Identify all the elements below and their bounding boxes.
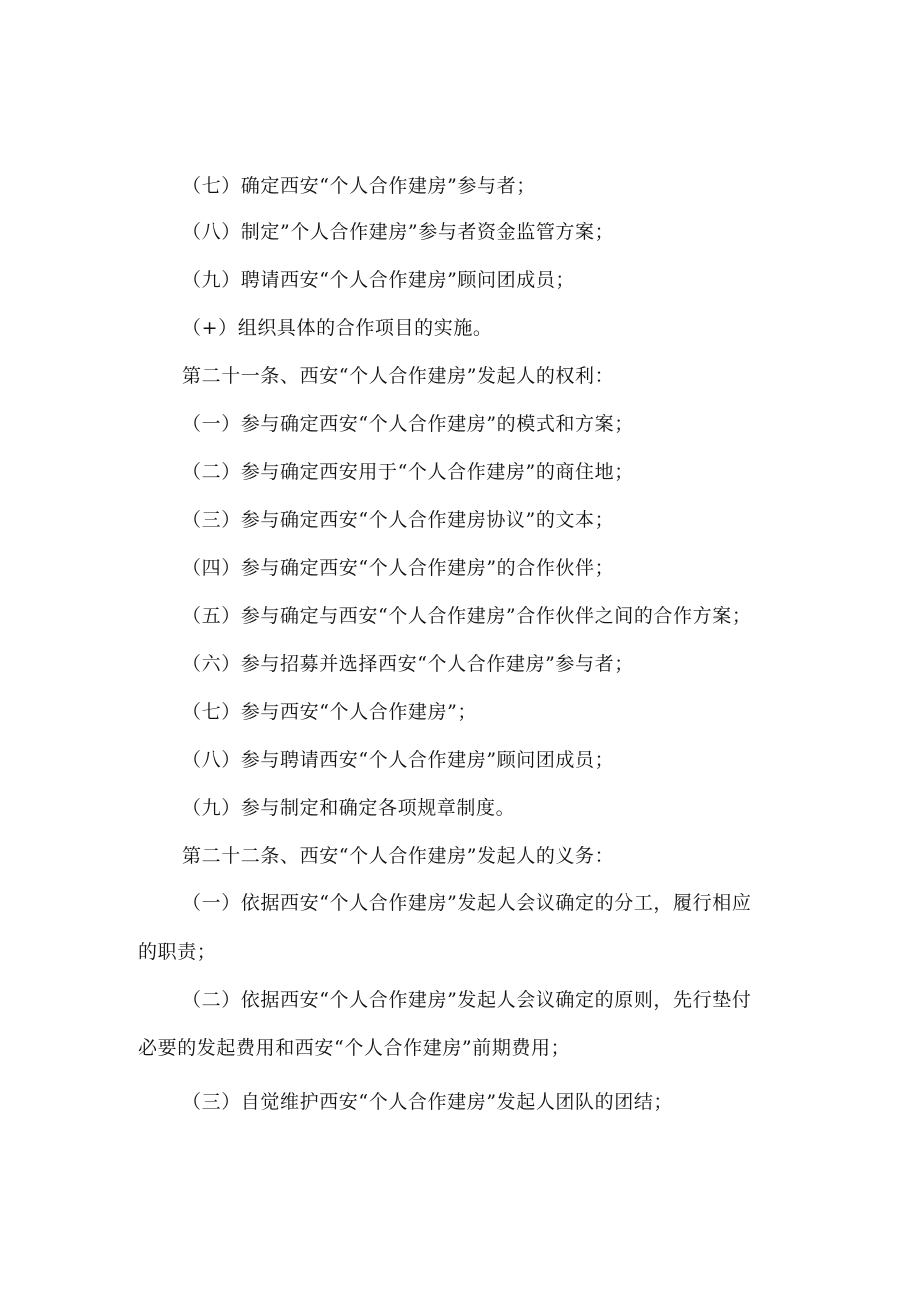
clause-8-fund-supervision: （八）制定”个人合作建房”参与者资金监管方案；: [182, 221, 615, 243]
clause-7-confirm-participants: （七）确定西安“个人合作建房”参与者；: [182, 175, 536, 197]
article-21-item-9: （九）参与制定和确定各项规章制度。: [182, 797, 516, 819]
article-21-heading: 第二十一条、西安“个人合作建房”发起人的权利：: [182, 365, 615, 387]
clause-9-hire-advisors: （九）聘请西安“个人合作建房”顾问团成员；: [182, 269, 576, 291]
article-21-item-1: （一）参与确定西安“个人合作建房”的模式和方案；: [182, 413, 634, 435]
clause-10-organize-projects: （+）组织具体的合作项目的实施。: [182, 317, 493, 339]
article-22-item-2-continued: 必要的发起费用和西安“个人合作建房”前期费用；: [138, 1037, 571, 1059]
article-22-item-3: （三）自觉维护西安“个人合作建房”发起人团队的团结；: [182, 1091, 674, 1113]
article-22-heading: 第二十二条、西安“个人合作建房”发起人的义务：: [182, 845, 615, 867]
article-22-item-1: （一）依据西安“个人合作建房”发起人会议确定的分工，履行相应: [182, 892, 752, 914]
article-21-item-6: （六）参与招募并选择西安“个人合作建房”参与者；: [182, 653, 634, 675]
article-21-item-3: （三）参与确定西安“个人合作建房协议”的文本；: [182, 509, 615, 531]
article-22-item-2: （二）依据西安“个人合作建房”发起人会议确定的原则，先行垫付: [182, 989, 752, 1011]
article-21-item-2: （二）参与确定西安用于“个人合作建房”的商住地；: [182, 461, 634, 483]
article-21-item-4: （四）参与确定西安“个人合作建房”的合作伙伴；: [182, 557, 615, 579]
article-22-item-1-continued: 的职责；: [138, 941, 217, 963]
article-21-item-7: （七）参与西安“个人合作建房”；: [182, 701, 478, 723]
article-21-item-8: （八）参与聘请西安“个人合作建房”顾问团成员；: [182, 749, 615, 771]
article-21-item-5: （五）参与确定与西安“个人合作建房”合作伙伴之间的合作方案；: [182, 605, 752, 627]
